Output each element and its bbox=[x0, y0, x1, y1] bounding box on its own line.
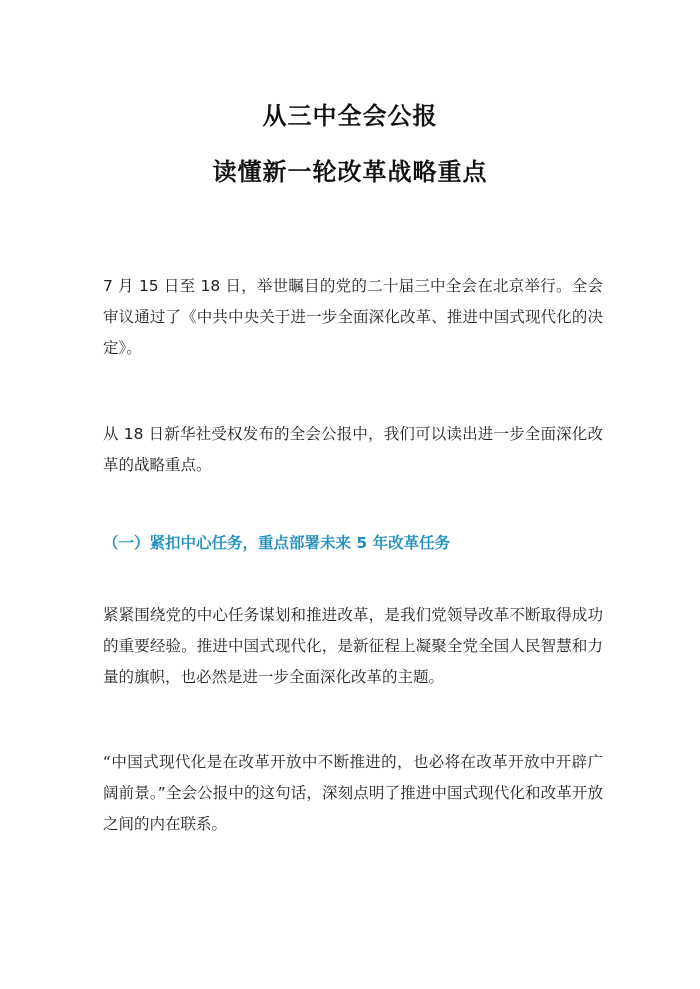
document-subtitle: 读懂新一轮改革战略重点 bbox=[212, 158, 488, 186]
paragraph-intro: 7 月 15 日至 18 日，举世瞩目的党的二十届三中全会在北京举行。全会审议通过了《中共中央关于进一步全面深化改革、推进中国式现代化的决定》。 bbox=[103, 277, 603, 357]
paragraph-communique: 从 18 日新华社受权发布的全会公报中，我们可以读出进一步全面深化改革的战略重点。 bbox=[103, 425, 603, 474]
paragraph-quote: “中国式现代化是在改革开放中不断推进的，也必将在改革开放中开辟广阔前景。”全会公报中的这句话，深刻点明了推进中国式现代化和改革开放之间的内在联系。 bbox=[103, 753, 603, 833]
document-title: 从三中全会公报 bbox=[262, 102, 438, 130]
section-heading-1: （一）紧扣中心任务，重点部署未来 5 年改革任务 bbox=[103, 534, 451, 552]
paragraph-central-task: 紧紧围绕党的中心任务谋划和推进改革，是我们党领导改革不断取得成功的重要经验。推进中国式现代化，是新征程上凝聚全党全国人民智慧和力量的旗帜，也必然是进一步全面深化改革的主题。 bbox=[103, 606, 603, 686]
